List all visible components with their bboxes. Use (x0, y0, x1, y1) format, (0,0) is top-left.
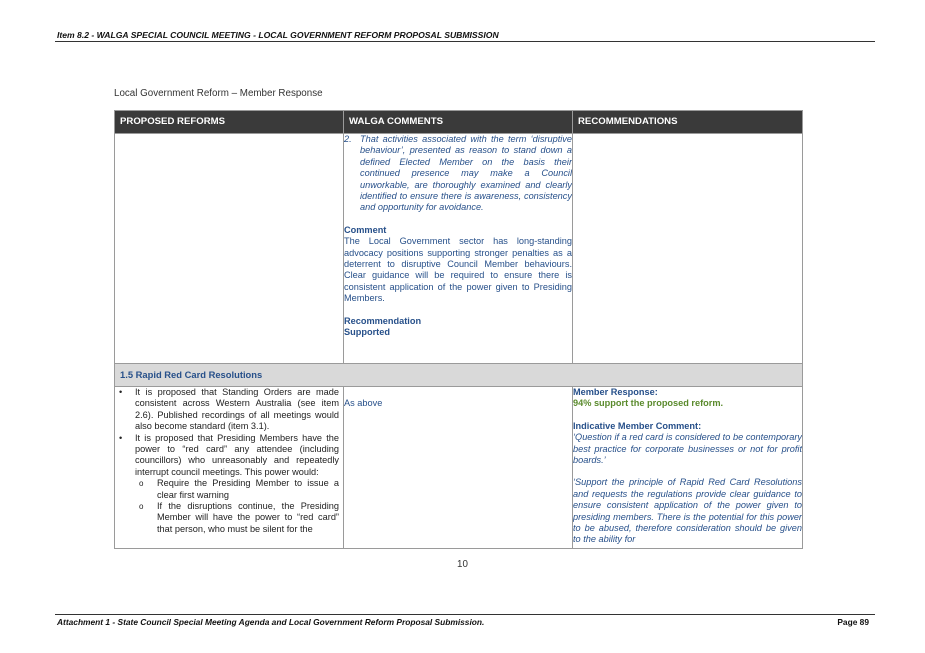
proposed-reforms-cell (115, 134, 344, 364)
table-header-row (115, 111, 803, 134)
member-response-value: 94% support the proposed reform. (573, 398, 724, 409)
document-title: Local Government Reform – Member Response (114, 88, 323, 99)
recommendation-heading: Recommendation (344, 315, 422, 326)
walga-comment-text: As above (344, 398, 383, 408)
numbered-item (344, 134, 572, 214)
proposed-reforms-cell (115, 387, 344, 549)
table-row (115, 134, 803, 364)
sub-bullet-list (135, 478, 339, 535)
recommendations-cell (573, 387, 803, 549)
col-header-recommendations: RECOMMENDATIONS (573, 111, 803, 134)
section-title: 1.5 Rapid Red Card Resolutions (115, 364, 803, 387)
footer-rule (55, 614, 875, 615)
running-header: Item 8.2 - WALGA SPECIAL COUNCIL MEETING - LOCAL GOVERNMENT REFORM PROPOSAL SUBMISSION (57, 30, 499, 40)
section-row (115, 364, 803, 387)
header-rule (55, 41, 875, 42)
comment-text: The Local Government sector has long-standing advocacy positions supporting stronger penalties as a deterrent to disruptive Council Member behaviours. Clear guidance will be required to ensure there is consistent application of the power given to Presiding Members. (344, 236, 572, 304)
recommendation-value: Supported (344, 327, 390, 338)
member-response-heading: Member Response: (573, 387, 658, 397)
indicative-comment-heading: Indicative Member Comment: (573, 420, 702, 431)
page-number: 10 (457, 559, 468, 570)
member-quote: ‘Question if a red card is considered to be contemporary best practice for corporate businesses or not for profit boards.’ (573, 432, 802, 466)
item-number: 2. (344, 134, 352, 144)
list-item: • It is proposed that Presiding Members have the power to “red card” any attendee (including councillors) who unreasonably and repeatedly interrupt council meetings. This power would: o Require the Presiding Member to issue a clear first warning o If the disruptions continue, the Presiding Member will have the power to “red card” that person, who must be silent for the (119, 432, 339, 534)
list-item: o Require the Presiding Member to issue a clear first warning (139, 478, 339, 500)
list-item: o If the disruptions continue, the Presiding Member will have the power to “red card” that person, who must be silent for the (139, 501, 339, 534)
recommendations-cell (573, 134, 803, 364)
walga-comments-cell (344, 387, 573, 549)
bullet-list (115, 387, 339, 535)
item-text: That activities associated with the term ‘disruptive behaviour’, presented as reason to stand down a defined Elected Member on the basis their continued presence may make a Council unworkable, are thoroughly examined and clearly identified to ensure there is awareness, consistency and opportunity for avoidance. (360, 134, 572, 213)
comment-heading: Comment (344, 224, 387, 235)
list-item: • It is proposed that Standing Orders are made consistent across Western Australia (see item 2.6). Published recordings of all meetings would also become standard (item 3.1). (119, 387, 339, 432)
walga-comments-cell (344, 134, 573, 364)
col-header-proposed-reforms: PROPOSED REFORMS (115, 111, 344, 134)
footer-text: Attachment 1 - State Council Special Meeting Agenda and Local Government Reform Proposal Submission. (57, 617, 485, 627)
footer-page-number: Page 89 (837, 617, 869, 627)
col-header-walga-comments: WALGA COMMENTS (344, 111, 573, 134)
table-row (115, 387, 803, 549)
reform-table (114, 110, 803, 549)
member-quote: ‘Support the principle of Rapid Red Card Resolutions and requests the regulations provide clear guidance to ensure consistent application of the power given to presiding members. There is the potential for this power to be abused, therefore consideration should be given to the ability for (573, 477, 802, 545)
